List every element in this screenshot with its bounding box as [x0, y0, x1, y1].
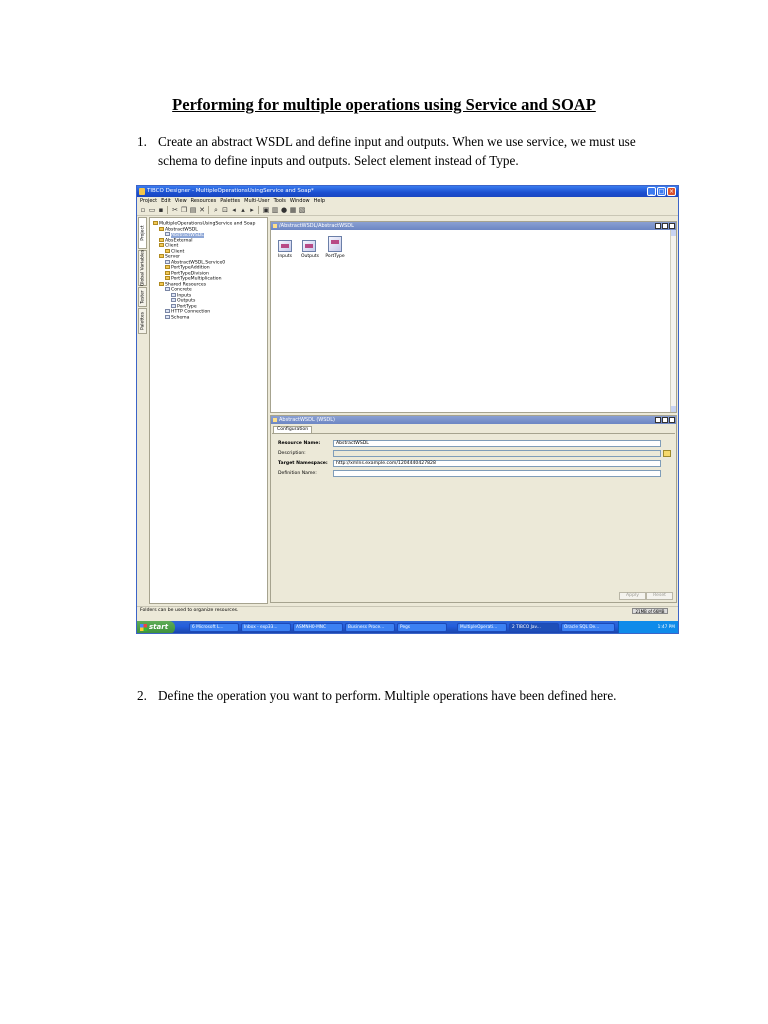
- document-title: Performing for multiple operations using Service and SOAP: [172, 95, 596, 114]
- toolbar-separator: [167, 206, 169, 214]
- menu-bar: [137, 197, 678, 205]
- cut-icon[interactable]: ✂: [172, 206, 178, 214]
- maximize-icon[interactable]: [662, 223, 668, 229]
- tab-configuration[interactable]: Configuration: [273, 426, 312, 433]
- resource-name-input[interactable]: AbstractWSDL: [333, 440, 661, 447]
- tibco-app-icon: [139, 188, 145, 195]
- menu-window[interactable]: Window: [289, 198, 310, 204]
- process-icon: [165, 271, 170, 275]
- status-text: Folders can be used to organize resources.: [140, 608, 239, 613]
- new-project-icon[interactable]: ▫: [140, 206, 146, 214]
- menu-view[interactable]: View: [174, 198, 187, 204]
- tree-item[interactable]: AbsExternal: [159, 238, 193, 244]
- window-controls: [647, 187, 676, 196]
- windows-taskbar: [137, 621, 678, 634]
- config-form: [272, 433, 675, 590]
- tree-item-selected[interactable]: AbstractWSDL: [165, 232, 204, 238]
- folder-icon: [159, 282, 164, 286]
- step-2: [137, 686, 677, 726]
- field-resource-name: Resource Name: AbstractWSDL: [278, 440, 661, 448]
- taskbar-item[interactable]: Pegs: [397, 623, 447, 632]
- toolbar-separator: [208, 206, 210, 214]
- field-description: Description:: [278, 450, 661, 458]
- design-resource-porttype[interactable]: PortType: [325, 236, 345, 259]
- configuration-panel: [270, 415, 677, 603]
- palette-icon[interactable]: ▧: [298, 206, 306, 214]
- taskbar-item-active[interactable]: 2 TIBCO Jav...: [509, 623, 559, 632]
- menu-resources[interactable]: Resources: [190, 198, 217, 204]
- system-tray: [618, 621, 678, 634]
- design-resource-outputs[interactable]: Outputs: [301, 240, 317, 259]
- zoom-icon[interactable]: ⊡: [222, 206, 228, 214]
- tree-item[interactable]: AbstractWSDL.Service0: [165, 260, 225, 266]
- panel-buttons: [655, 417, 675, 423]
- save-icon[interactable]: ▪: [158, 206, 164, 214]
- step-1: [137, 132, 677, 172]
- description-input[interactable]: [333, 450, 661, 457]
- folder-icon: [159, 243, 164, 247]
- tree-item[interactable]: PortTypeAddition: [165, 265, 210, 271]
- tree-item[interactable]: PortType: [171, 304, 197, 310]
- status-bar: [137, 606, 678, 614]
- tree-item[interactable]: AbstractWSDL: [159, 227, 198, 233]
- tree-item[interactable]: Schema: [165, 315, 189, 321]
- taskbar-item[interactable]: Business Proce...: [345, 623, 395, 632]
- apply-button[interactable]: Apply: [619, 592, 646, 600]
- taskbar-item[interactable]: Inbox - exp33...: [241, 623, 291, 632]
- message-icon: [171, 293, 176, 297]
- design-resource-inputs[interactable]: Inputs: [277, 240, 293, 259]
- deploy-icon[interactable]: ●: [280, 206, 288, 214]
- step-text: Create an abstract WSDL and define input and outputs. When we use service, we must use schema to define inputs and outputs. Select element instead of Type.: [158, 134, 636, 168]
- build-icon[interactable]: ▦: [289, 206, 297, 214]
- delete-icon[interactable]: ✕: [199, 206, 205, 214]
- up-icon[interactable]: ▴: [241, 206, 245, 214]
- menu-project[interactable]: Project: [140, 198, 158, 204]
- http-icon: [165, 309, 170, 313]
- tree-item[interactable]: Client: [159, 243, 178, 249]
- minimize-icon[interactable]: _: [647, 187, 656, 196]
- field-target-namespace: Target Namespace: http://xmlns.example.com/1204440427828: [278, 460, 661, 468]
- close-icon[interactable]: ×: [668, 188, 675, 195]
- tree-item[interactable]: PortTypeMultiplication: [165, 276, 222, 282]
- porttype-icon: [328, 236, 342, 252]
- tester-icon[interactable]: ▣: [262, 206, 270, 214]
- side-tab-tester[interactable]: Tester: [138, 287, 147, 307]
- menu-palettes[interactable]: Palettes: [220, 198, 241, 204]
- memory-indicator[interactable]: 21MB of 66MB: [632, 608, 668, 614]
- maximize-icon[interactable]: [662, 417, 668, 423]
- schema-icon: [165, 315, 170, 319]
- close-icon[interactable]: [669, 417, 675, 423]
- wsdl-icon: [273, 418, 277, 422]
- tree-item[interactable]: MultipleOperationsUsingService and Soap: [153, 221, 255, 227]
- step-number: 2.: [137, 688, 147, 703]
- menu-tools[interactable]: Tools: [273, 198, 286, 204]
- tree-item[interactable]: Shared Resources: [159, 282, 206, 288]
- definition-name-input[interactable]: [333, 470, 661, 477]
- taskbar-item[interactable]: Oracle SQL De...: [561, 623, 615, 632]
- target-namespace-input[interactable]: http://xmlns.example.com/1204440427828: [333, 460, 661, 467]
- folder-icon: [273, 224, 277, 228]
- back-icon[interactable]: ◂: [232, 206, 236, 214]
- menu-multi-user[interactable]: Multi-User: [244, 198, 270, 204]
- side-tab-global-variables[interactable]: Global Variables: [140, 249, 145, 287]
- tree-item[interactable]: HTTP Connection: [165, 309, 210, 315]
- open-icon[interactable]: ▭: [148, 206, 156, 214]
- toolbar: [137, 205, 678, 216]
- clock: 1:47 PM: [657, 625, 675, 630]
- folder-icon: [159, 238, 164, 242]
- design-panel-path: /AbstractWSDL/AbstractWSDL: [279, 223, 354, 229]
- restore-icon[interactable]: [655, 223, 661, 229]
- field-definition-name: Definition Name:: [278, 470, 661, 478]
- folder-icon: [159, 227, 164, 231]
- window-titlebar: [137, 186, 678, 197]
- tree-item[interactable]: Inputs: [171, 293, 191, 299]
- tree-item[interactable]: Outputs: [171, 298, 195, 304]
- edit-icon[interactable]: [663, 450, 671, 457]
- restore-icon[interactable]: [655, 417, 661, 423]
- folder-icon: [153, 221, 158, 225]
- design-panel-header: [271, 222, 676, 230]
- menu-edit[interactable]: Edit: [161, 198, 171, 204]
- process-icon: [165, 276, 170, 280]
- forward-icon[interactable]: ▸: [250, 206, 254, 214]
- folder-icon: [159, 254, 164, 258]
- paste-icon[interactable]: ▤: [189, 206, 197, 214]
- menu-help[interactable]: Help: [313, 198, 326, 204]
- maximize-icon[interactable]: □: [658, 188, 665, 195]
- panel-buttons: [655, 223, 675, 229]
- wsdl-icon: [165, 232, 170, 236]
- side-tabs: [137, 217, 148, 602]
- reset-button[interactable]: Reset: [646, 592, 673, 600]
- window-title: TIBCO Designer - MultipleOperationsUsingService and Soap*: [147, 188, 314, 194]
- config-panel-header: [271, 416, 676, 424]
- tree-item[interactable]: PortTypeDivision: [165, 271, 209, 277]
- start-button[interactable]: start: [137, 621, 175, 634]
- copy-icon[interactable]: ❐: [180, 206, 188, 214]
- process-icon: [165, 249, 170, 253]
- validate-icon[interactable]: ▥: [271, 206, 279, 214]
- porttype-icon: [171, 304, 176, 308]
- design-panel-scrollbar[interactable]: [670, 230, 676, 412]
- step-number: 1.: [137, 134, 147, 149]
- taskbar-item[interactable]: MultipleOperati...: [457, 623, 507, 632]
- toolbar-separator: [258, 206, 260, 214]
- message-icon: [302, 240, 316, 252]
- taskbar-item[interactable]: ASMNH0-MNC: [293, 623, 343, 632]
- wsdl-icon: [165, 287, 170, 291]
- find-icon[interactable]: ⌕: [214, 206, 218, 214]
- service-icon: [165, 260, 170, 264]
- close-icon[interactable]: [669, 223, 675, 229]
- design-panel: [270, 221, 677, 413]
- project-tree-panel: [149, 217, 268, 604]
- tree-item[interactable]: Server: [159, 254, 180, 260]
- step-text: Define the operation you want to perform. Multiple operations have been defined here.: [158, 688, 617, 703]
- tree-item[interactable]: Concrete: [165, 287, 192, 293]
- tree-item[interactable]: Client: [165, 249, 184, 255]
- config-panel-title: AbstractWSDL (WSDL): [279, 417, 335, 423]
- tibco-designer-screenshot: [136, 185, 679, 634]
- side-tab-project[interactable]: Project: [138, 217, 147, 249]
- message-icon: [171, 298, 176, 302]
- message-icon: [278, 240, 292, 252]
- process-icon: [165, 265, 170, 269]
- taskbar-item[interactable]: 6 Microsoft L...: [189, 623, 239, 632]
- side-tab-palettes[interactable]: Palettes: [138, 308, 147, 334]
